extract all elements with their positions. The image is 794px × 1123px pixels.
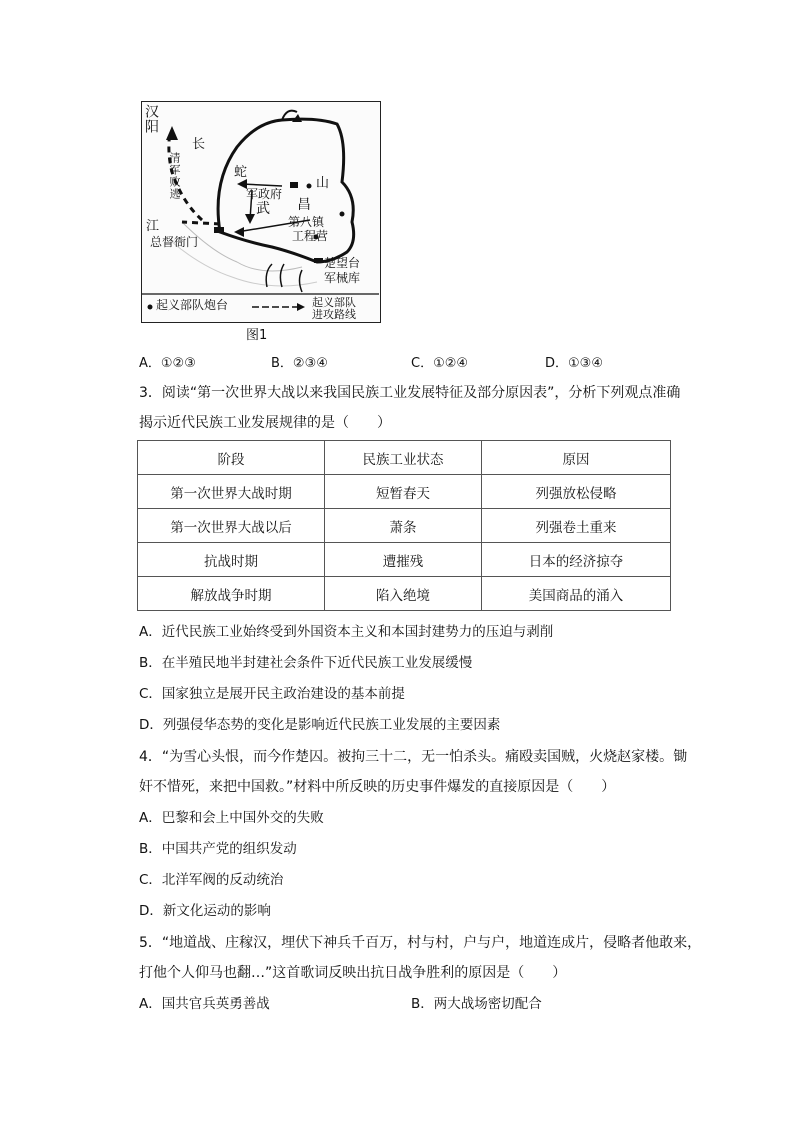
map-label-zongdu: 总督衙门 [150,235,199,249]
q4-stem-line2: 奸不惜死，来把中国救。”材料中所反映的历史事件爆发的直接原因是（ ） [139,779,616,795]
map-label-qingjun: 清军败逃 [168,152,181,200]
table-cell: 抗战时期 [138,543,325,577]
q3-stem-line1: 3．阅读“第一次世界大战以来我国民族工业发展特征及部分原因表”，分析下列观点准确 [139,385,681,401]
q3-option-a: A．近代民族工业始终受到外国资本主义和本国封建势力的压迫与剥削 [139,624,554,640]
table-cell: 美国商品的涌入 [482,577,671,611]
map-label-junzhengfu: 军政府 [246,187,283,201]
q5-stem-line1: 5．“地道战、庄稼汉，埋伏下神兵千百万，村与村，户与户，地道连成片，侵略者他敢来， [139,935,702,951]
q5-stem-line2: 打他个人仰马也翻…”这首歌词反映出抗日战争胜利的原因是（ ） [139,965,567,981]
table-header-cell: 原因 [482,441,671,475]
table-cell: 萧条 [325,509,482,543]
q3-option-c: C．国家独立是展开民主政治建设的基本前提 [139,686,405,702]
map-label-dibazhen: 第八镇 [288,215,325,229]
q3-option-b: B．在半殖民地半封建社会条件下近代民族工业发展缓慢 [139,655,473,671]
map-label-jiang: 江 [146,219,160,234]
legend-route-line2: 进攻路线 [312,308,356,321]
q3-stem-line2: 揭示近代民族工业发展规律的是（ ） [139,415,391,431]
table-row [138,509,671,543]
table-cell: 日本的经济掠夺 [482,543,671,577]
map-label-shan: 山 [316,176,330,191]
legend-route-line1: 起义部队 [312,296,356,309]
map-figure [141,101,381,323]
q4-option-a: A．巴黎和会上中国外交的失败 [139,810,324,826]
table-cell: 短暂春天 [325,475,482,509]
q4-option-d: D．新文化运动的影响 [139,903,271,919]
table-row [138,475,671,509]
table-cell: 列强卷土重来 [482,509,671,543]
table-cell: 陷入绝境 [325,577,482,611]
table-header-row [138,441,671,475]
q5-option-b: B．两大战场密切配合 [411,996,542,1012]
table-cell: 列强放松侵略 [482,475,671,509]
q4-option-b: B．中国共产党的组织发动 [139,841,297,857]
q2-option-d: D．①③④ [545,356,603,371]
map-label-chang: 长 [192,137,206,152]
q2-option-a: A．①②③ [139,356,196,371]
table-cell: 第一次世界大战以后 [138,509,325,543]
q2-option-c: C．①②④ [411,356,469,371]
map-label-chuwangtai: 楚望台 [324,256,361,270]
q5-option-a: A．国共官兵英勇善战 [139,996,270,1012]
map-label-hanyang: 汉阳 [143,104,159,134]
table-header-cell: 阶段 [138,441,325,475]
table-row [138,543,671,577]
map-label-she: 蛇 [234,165,248,180]
legend-paotai: 起义部队炮台 [156,298,229,312]
table-row [138,577,671,611]
map-label-chang2: 昌 [297,197,311,213]
map-label-gongchengying: 工程营 [292,229,329,243]
q3-option-d: D．列强侵华态势的变化是影响近代民族工业发展的主要因素 [139,717,501,733]
map-label-junxieku: 军械库 [324,271,361,285]
q4-option-c: C．北洋军阀的反动统治 [139,872,284,888]
figure-caption: 图1 [246,328,268,343]
map-label-wu: 武 [256,201,270,217]
table-cell: 解放战争时期 [138,577,325,611]
table-header-cell: 民族工业状态 [325,441,482,475]
q2-option-b: B．②③④ [271,356,328,371]
industry-table [137,440,671,611]
table-cell: 遭摧残 [325,543,482,577]
table-cell: 第一次世界大战时期 [138,475,325,509]
q4-stem-line1: 4．“为雪心头恨，而今作楚囚。被拘三十二，无一怕杀头。痛殴卖国贼，火烧赵家楼。锄 [139,749,688,765]
